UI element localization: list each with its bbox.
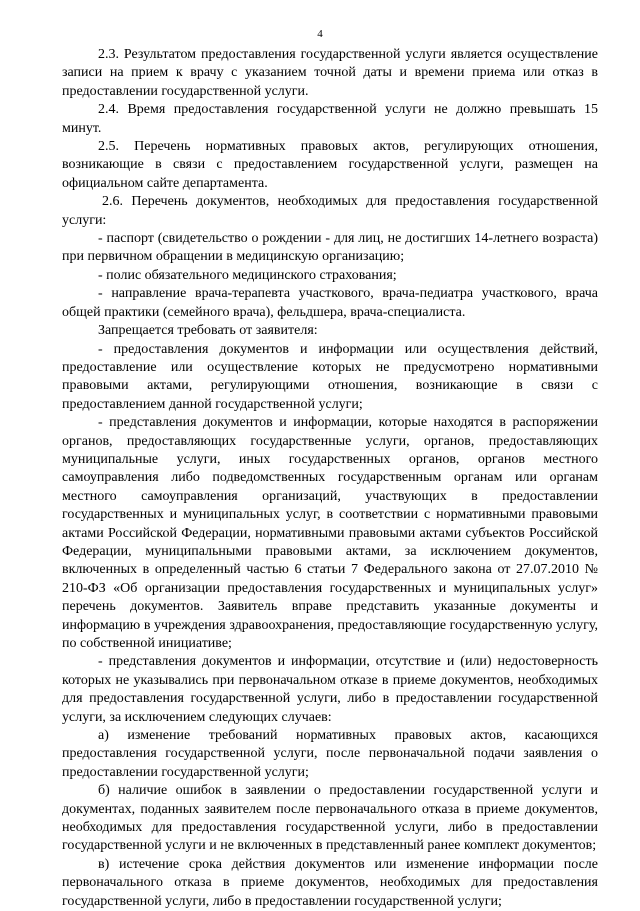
case-item-a: а) изменение требований нормативных правовых актов, касающихся предоставления государственной услуги, после первоначальной подачи заявления о предоставлении государственной услуги; [62, 728, 598, 780]
list-item-prohibited-3: - представления документов и информации, отсутствие и (или) недостоверность которых не указывались при первоначальном отказе в приеме документов, необходимых для предоставления государственной услуги, либо в предоставлении государственной услуги, за исключением следующих случаев: [62, 654, 598, 725]
list-item-referral: - направление врача-терапевта участкового, врача-педиатра участкового, врача общей практики (семейного врача), фельдшера, врача-специалиста. [62, 286, 598, 320]
list-item-prohibited-2: - представления документов и информации, которые находятся в распоряжении органов, предоставляющих государственные услуги, органов, предоставляющих муниципальные услуги, иных государственных органов, органов местного самоуправления либо подведомственных государственным органам или органам местного самоуправления организаций, участвующих в предоставлении государственных и муниципальных услуг, в соответствии с нормативными правовыми актами Российской Федерации, нормативными правовыми актами субъектов Российской Федерации, муниципальными правовыми актами, за исключением документов, включенных в определенный частью 6 статьи 7 Федерального закона от 27.07.2010 № 210-ФЗ «Об организации предоставления государственных и муниципальных услуг» перечень документов. Заявитель вправе представить указанные документы и информацию в учреждения здравоохранения, предоставляющие государственную услугу, по собственной инициативе; [62, 415, 598, 651]
page-number: 4 [317, 28, 323, 40]
paragraph-prohibited-heading: Запрещается требовать от заявителя: [98, 323, 318, 339]
case-item-b: б) наличие ошибок в заявлении о предоставлении государственной услуги и документах, поданных заявителем после первоначального отказа в приеме документов, необходимых для предоставления государственной услуги, либо в предоставлении государственной услуги и не включенных в представленный ранее комплект документов; [62, 783, 598, 854]
list-item-insurance-policy: - полис обязательного медицинского страхования; [98, 267, 397, 283]
paragraph-2-4: 2.4. Время предоставления государственной услуги не должно превышать 15 минут. [62, 102, 598, 136]
list-item-passport: - паспорт (свидетельство о рождении - для лиц, не достигших 14-летнего возраста) при первичном обращении в медицинскую организацию; [62, 231, 598, 265]
case-item-v: в) истечение срока действия документов или изменение информации после первоначального отказа в приеме документов, необходимых для предоставления государственной услуги, либо в предоставлении государственной услуги; [62, 856, 598, 909]
paragraph-2-5: 2.5. Перечень нормативных правовых актов, регулирующих отношения, возникающие в связи с предоставлением государственной услуги, размещен на официальном сайте департамента. [62, 139, 598, 191]
document-body [62, 46, 598, 911]
list-item-prohibited-1: - предоставления документов и информации или осуществления действий, предоставление или осуществление которых не предусмотрено нормативными правовыми актами, регулирующими отношения, возникающие в связи с предоставлением данной государственной услуги; [62, 341, 598, 412]
paragraph-2-6: 2.6. Перечень документов, необходимых для предоставления государственной услуги: [62, 194, 598, 228]
paragraph-2-3: 2.3. Результатом предоставления государственной услуги является осуществление записи на прием к врачу с указанием точной даты и времени приема или отказ в предоставлении государственной услуги. [62, 47, 598, 99]
